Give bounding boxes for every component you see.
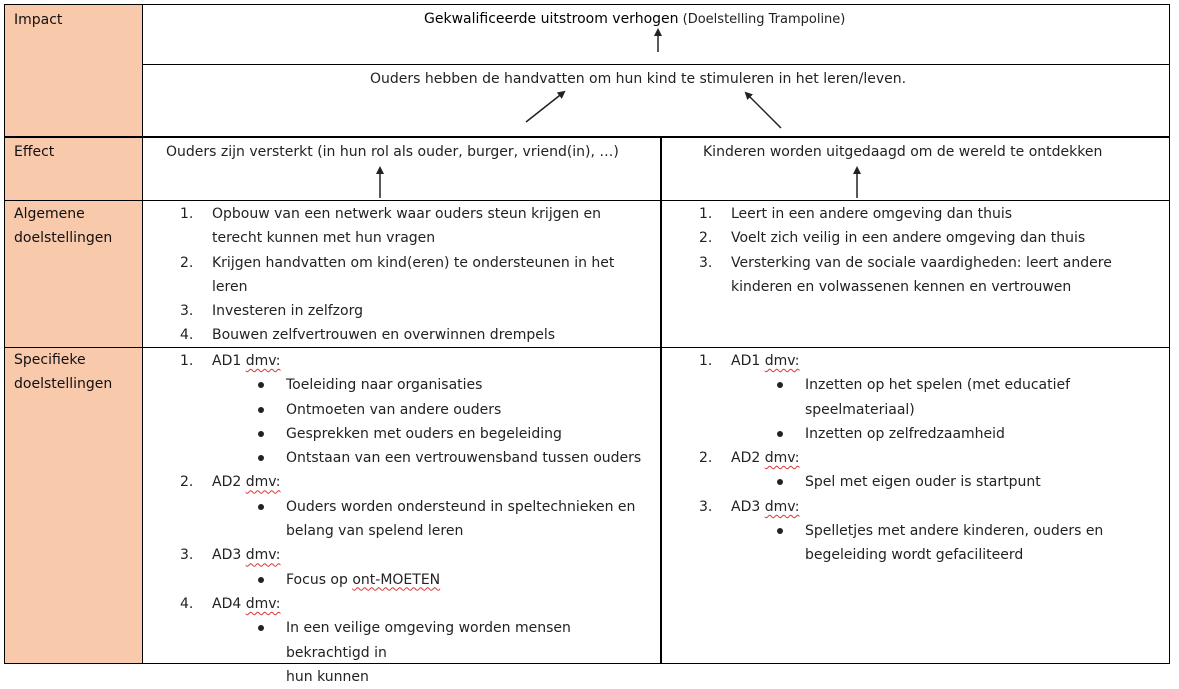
item-dmv: dmv:: [245, 595, 281, 612]
specifieke-label-line1: Specifieke: [14, 352, 86, 368]
bullet-item: [731, 519, 1167, 568]
bullet-list: [212, 616, 658, 689]
item-number: 3.: [180, 303, 194, 320]
effect-label: Effect: [14, 144, 55, 160]
effect-left-text: Ouders zijn versterkt (in hun rol als ouder, burger, vriend(in), …): [166, 144, 619, 160]
list-item: [687, 446, 1167, 495]
impact-title-bold: Gekwalificeerde uitstroom verhogen: [424, 11, 679, 27]
item-line: Versterking van de sociale vaardigheden: leert andere: [731, 254, 1112, 271]
bullet-line: Inzetten op het spelen (met educatief: [805, 377, 1071, 394]
item-dmv: dmv:: [245, 474, 281, 491]
bullet-emphasis: ont-MOETEN: [352, 571, 441, 588]
bullet-list: [212, 373, 658, 470]
item-number: 2.: [699, 450, 713, 467]
bullet-item: [212, 446, 658, 470]
bullet-item: [731, 422, 1167, 446]
item-line: terecht kunnen met hun vragen: [212, 230, 436, 247]
item-number: 4.: [180, 327, 194, 344]
item-number: 2.: [180, 254, 194, 271]
bullet-line: Gesprekken met ouders en begeleiding: [286, 425, 562, 442]
bullet-line: speelmateriaal): [805, 401, 915, 418]
item-dmv: dmv:: [764, 498, 800, 515]
bullet-item: [731, 470, 1167, 494]
bullet-list: [212, 495, 658, 544]
algemene-label-line2: doelstellingen: [14, 230, 113, 246]
item-number: 1.: [699, 206, 713, 222]
bullet-line: belang van spelend leren: [286, 523, 464, 540]
bullet-item: [212, 398, 658, 422]
list-item: [168, 251, 658, 300]
bullet-item: [212, 616, 658, 689]
item-number: 3.: [180, 547, 194, 564]
item-code: AD3: [212, 547, 242, 564]
impact-label: Impact: [14, 12, 63, 28]
bullet-list: [731, 519, 1167, 568]
item-number: 2.: [180, 474, 194, 491]
item-code: AD1: [731, 353, 761, 369]
bullet-line: Spelletjes met andere kinderen, ouders en: [805, 523, 1104, 540]
item-number: 4.: [180, 595, 194, 612]
item-line: Bouwen zelfvertrouwen en overwinnen drempels: [212, 327, 556, 344]
list-item: [687, 202, 1167, 226]
list-item: [168, 323, 658, 347]
list-item: [168, 470, 658, 543]
item-line: Investeren in zelfzorg: [212, 303, 363, 320]
item-number: 1.: [699, 353, 713, 369]
algemene-right-list: [687, 202, 1167, 299]
bullet-item: [212, 373, 658, 397]
bullet-line: In een veilige omgeving worden mensen bekrachtigd in: [286, 620, 571, 661]
list-item: [168, 592, 658, 689]
item-code: AD3: [731, 498, 761, 515]
bullet-item: [212, 495, 658, 544]
bullet-item: [212, 568, 658, 592]
bullet-line: Spel met eigen ouder is startpunt: [805, 474, 1041, 491]
bullet-line: Focus op: [286, 571, 353, 588]
arrow-right-diagonal: [746, 93, 781, 128]
bullet-line: Ouders worden ondersteund in speltechnieken en: [286, 498, 636, 515]
item-number: 1.: [180, 206, 194, 222]
bullet-line: begeleiding wordt gefaciliteerd: [805, 547, 1024, 564]
list-item: [687, 226, 1167, 250]
item-code: AD2: [212, 474, 242, 491]
list-item: [687, 495, 1167, 568]
list-item: [168, 202, 658, 251]
list-item: [168, 299, 658, 323]
item-line: Krijgen handvatten om kind(eren) te ondersteunen in het: [212, 254, 615, 271]
item-number: 3.: [699, 498, 713, 515]
algemene-label-line1: Algemene: [14, 206, 85, 222]
specifieke-right-list: [687, 349, 1167, 568]
bullet-list: [731, 373, 1167, 446]
bullet-line: Ontstaan van een vertrouwensband tussen ouders: [286, 450, 642, 467]
bullet-list: [212, 568, 658, 592]
item-dmv: dmv:: [245, 353, 281, 369]
item-line: Opbouw van een netwerk waar ouders steun krijgen en: [212, 206, 602, 222]
list-item: [168, 543, 658, 592]
item-number: 3.: [699, 254, 713, 271]
item-dmv: dmv:: [245, 547, 281, 564]
item-number: 1.: [180, 353, 194, 369]
item-dmv: dmv:: [764, 450, 800, 467]
impact-subtitle: Ouders hebben de handvatten om hun kind te stimuleren in het leren/leven.: [370, 71, 907, 87]
specifieke-left-list: [168, 349, 658, 689]
bullet-list: [731, 470, 1167, 494]
algemene-left-list: [168, 202, 658, 348]
impact-title-note: (Doelstelling Trampoline): [678, 12, 846, 27]
item-number: 2.: [699, 230, 713, 247]
item-line: kinderen en volwassenen kennen en vertrouwen: [731, 278, 1072, 295]
item-line: Leert in een andere omgeving dan thuis: [731, 206, 1012, 222]
bullet-item: [731, 373, 1167, 422]
item-code: AD2: [731, 450, 761, 467]
bullet-line: Inzetten op zelfredzaamheid: [805, 425, 1005, 442]
bullet-line: Toeleiding naar organisaties: [286, 377, 483, 394]
list-item: [168, 349, 658, 470]
list-item: [687, 251, 1167, 300]
item-line: Voelt zich veilig in een andere omgeving dan thuis: [731, 230, 1086, 247]
list-item: [687, 349, 1167, 446]
item-code: AD1: [212, 353, 242, 369]
specifieke-label-line2: doelstellingen: [14, 376, 113, 392]
item-dmv: dmv:: [764, 353, 800, 369]
effect-right-text: Kinderen worden uitgedaagd om de wereld te ontdekken: [703, 144, 1103, 160]
item-line: leren: [212, 278, 248, 295]
bullet-line: Ontmoeten van andere ouders: [286, 401, 502, 418]
bullet-item: [212, 422, 658, 446]
item-code: AD4: [212, 595, 242, 612]
arrow-left-diagonal: [526, 92, 564, 122]
bullet-line: hun kunnen: [286, 668, 369, 685]
